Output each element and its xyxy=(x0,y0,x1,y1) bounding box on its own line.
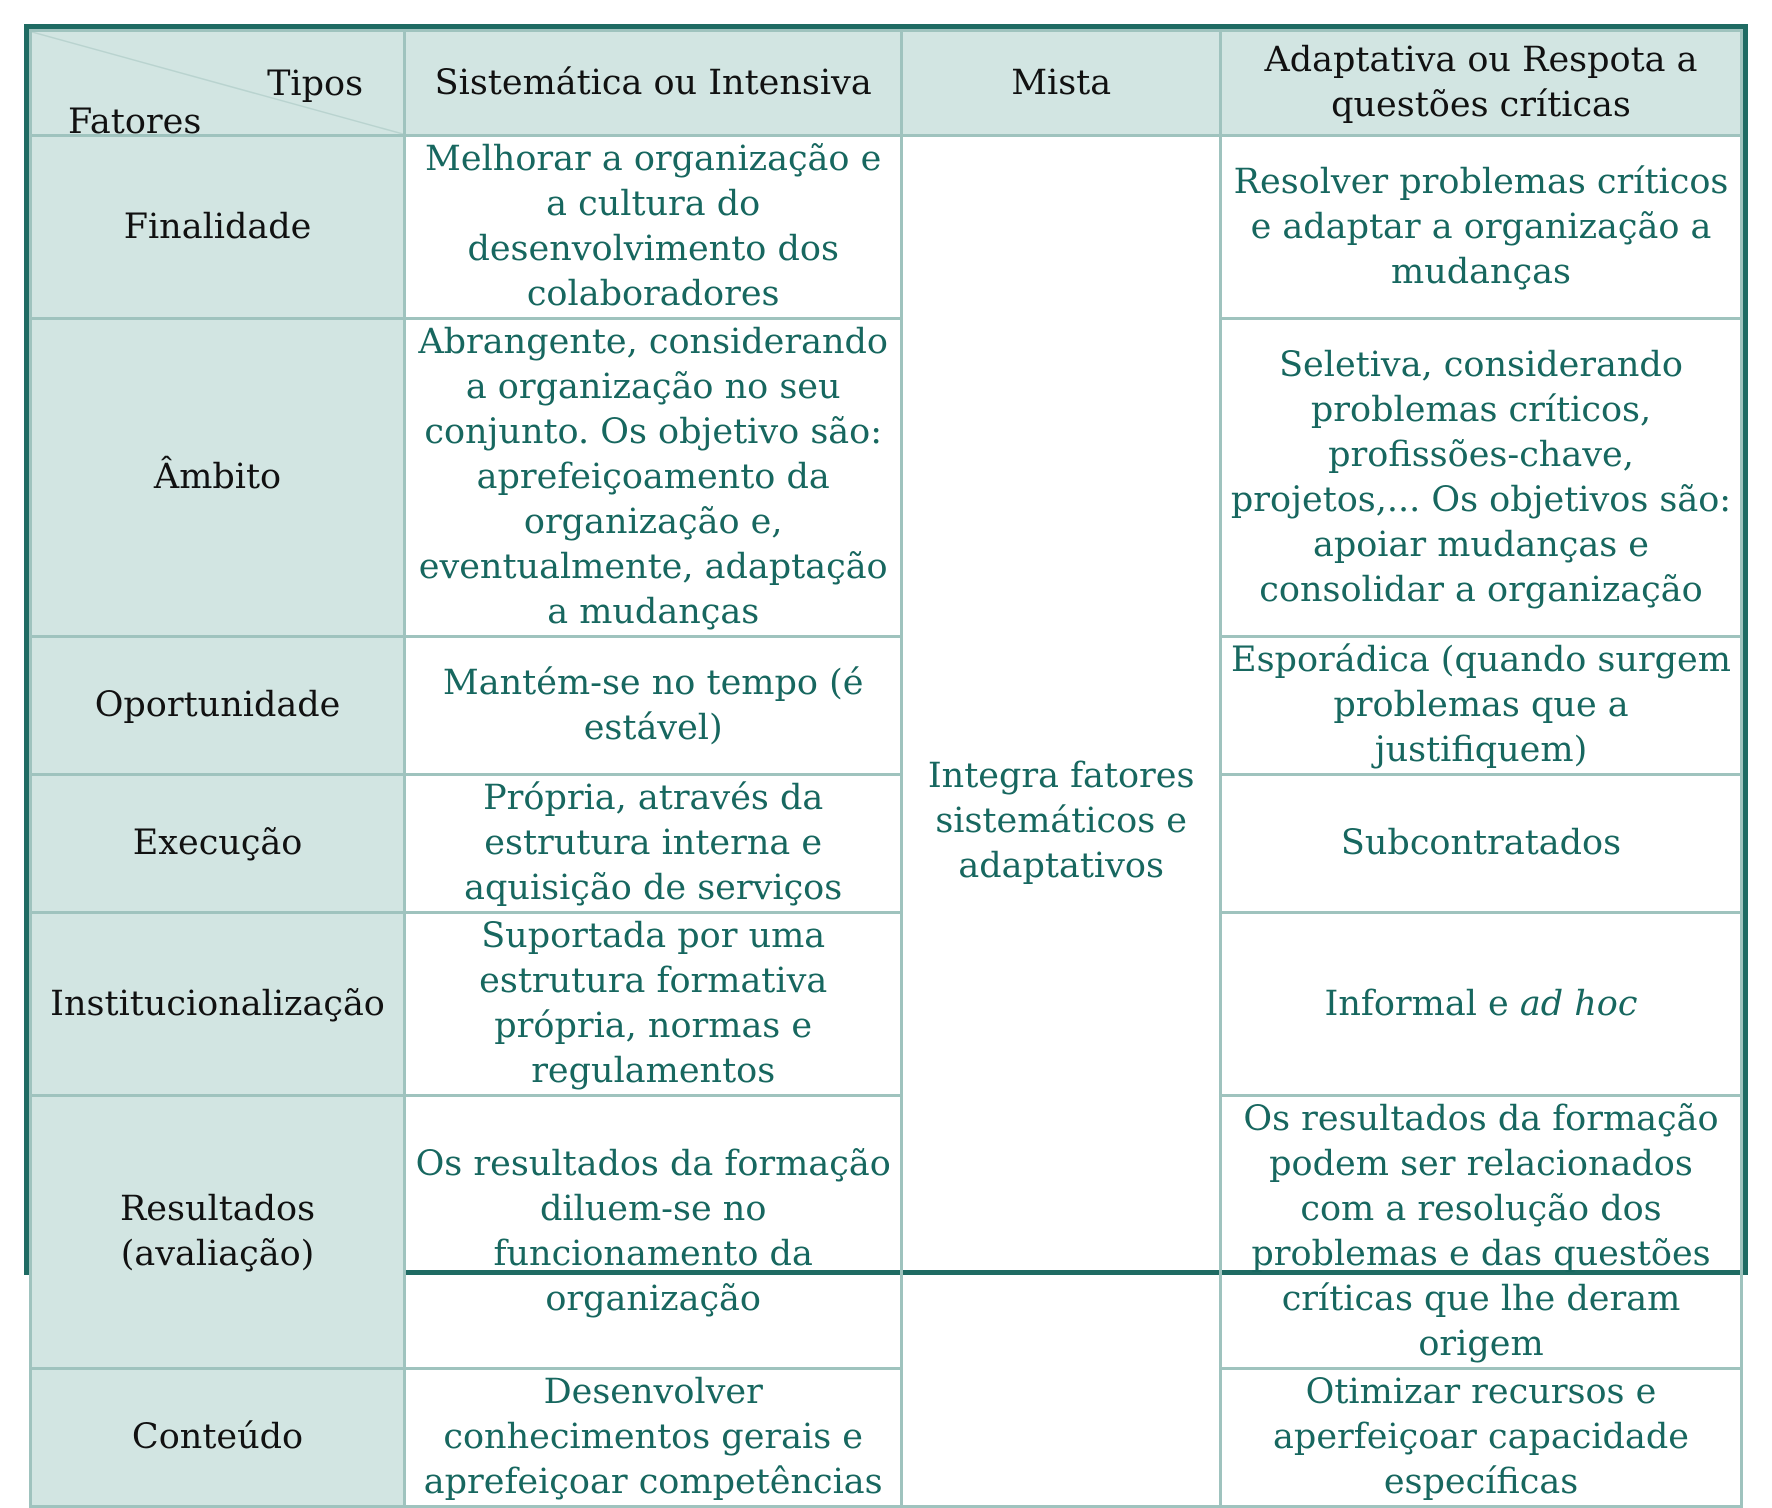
cell-sistematica-oportunidade: Mantém-se no tempo (é estável) xyxy=(405,637,902,775)
cell-sistematica-ambito: Abrangente, considerando a organização no seu conjunto. Os objetivo são: aprefeiçoamento da organização e, eventualmente, adaptação a mudanças xyxy=(405,319,902,637)
table-row-oportunidade xyxy=(31,637,1742,775)
cell-adaptativa-resultados: Os resultados da formação podem ser relacionados com a resolução dos problemas e das questões críticas que lhe deram origem xyxy=(1221,1096,1742,1369)
table-row-resultados xyxy=(31,1096,1742,1369)
row-label-institucionalizacao: Institucionalização xyxy=(31,913,405,1096)
cell-sistematica-execucao: Própria, através da estrutura interna e aquisição de serviços xyxy=(405,775,902,913)
table-row-ambito xyxy=(31,319,1742,637)
header-row xyxy=(31,31,1742,136)
corner-fatores-label: Fatores xyxy=(68,102,202,142)
row-label-oportunidade: Oportunidade xyxy=(31,637,405,775)
header-mista: Mista xyxy=(902,31,1221,136)
cell-adaptativa-ambito: Seletiva, considerando problemas críticos, profissões-chave, projetos,... Os objetivos são: apoiar mudanças e consolidar a organização xyxy=(1221,319,1742,637)
cell-mista-merged: Integra fatores sistemáticos e adaptativos xyxy=(902,136,1221,1507)
row-label-ambito: Âmbito xyxy=(31,319,405,637)
row-label-finalidade: Finalidade xyxy=(31,136,405,319)
table-row-finalidade xyxy=(31,136,1742,319)
cell-sistematica-institucionalizacao: Suportada por uma estrutura formativa própria, normas e regulamentos xyxy=(405,913,902,1096)
cell-sistematica-finalidade: Melhorar a organização e a cultura do desenvolvimento dos colaboradores xyxy=(405,136,902,319)
cell-adaptativa-institucionalizacao xyxy=(1221,913,1742,1096)
comparison-table-frame xyxy=(24,24,1748,1502)
cell-adaptativa-execucao: Subcontratados xyxy=(1221,775,1742,913)
corner-tipos-label: Tipos xyxy=(267,64,364,104)
row-label-resultados: Resultados (avaliação) xyxy=(31,1096,405,1369)
header-adaptativa: Adaptativa ou Respota a questões críticas xyxy=(1221,31,1742,136)
cell-adaptativa-oportunidade: Esporádica (quando surgem problemas que a justifiquem) xyxy=(1221,637,1742,775)
cell-sistematica-conteudo: Desenvolver conhecimentos gerais e aprefeiçoar competências xyxy=(405,1369,902,1507)
table-row-execucao xyxy=(31,775,1742,913)
comparison-table xyxy=(29,29,1743,1508)
cell-sistematica-resultados: Os resultados da formação diluem-se no funcionamento da organização xyxy=(405,1096,902,1369)
cell-adaptativa-finalidade: Resolver problemas críticos e adaptar a organização a mudanças xyxy=(1221,136,1742,319)
cell-adaptativa-conteudo: Otimizar recursos e aperfeiçoar capacidade específicas xyxy=(1221,1369,1742,1507)
header-sistematica: Sistemática ou Intensiva xyxy=(405,31,902,136)
informal-text: Informal e xyxy=(1324,983,1520,1024)
table-row-conteudo xyxy=(31,1369,1742,1507)
row-label-execucao: Execução xyxy=(31,775,405,913)
ad-hoc-text: ad hoc xyxy=(1519,983,1638,1024)
corner-header-cell xyxy=(31,31,405,142)
row-label-conteudo: Conteúdo xyxy=(31,1369,405,1507)
table-row-institucionalizacao xyxy=(31,913,1742,1096)
